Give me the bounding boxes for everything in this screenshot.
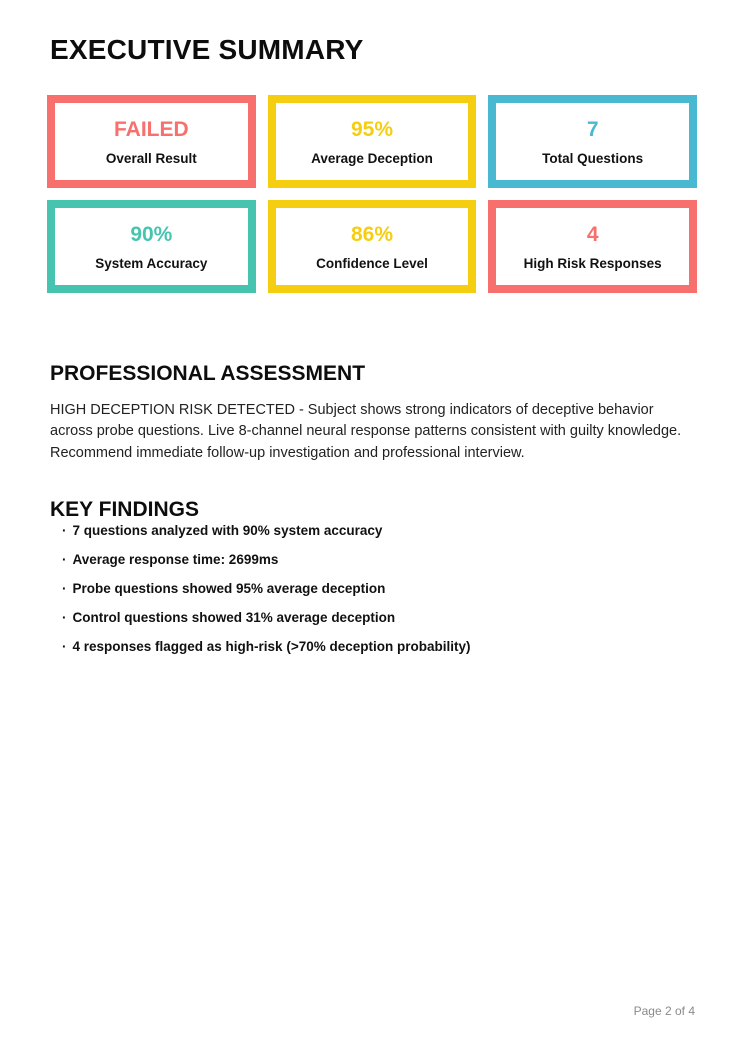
page-title: EXECUTIVE SUMMARY [50,33,364,65]
metric-value: 7 [586,117,599,141]
metric-value: 95% [350,117,393,141]
page-number: Page 2 of 4 [633,1004,695,1018]
metric-card-high-risk-responses [488,200,697,293]
key-findings-heading: KEY FINDINGS [50,498,199,522]
metric-label: Overall Result [105,150,197,166]
metric-card-average-deception [268,95,477,188]
metric-card-total-questions [488,95,697,188]
metric-label: System Accuracy [95,255,208,271]
key-finding-text: 4 responses flagged as high-risk (>70% deception probability) [72,639,471,654]
key-finding-item [62,638,682,655]
key-finding-item [62,580,682,597]
key-finding-item [62,522,682,539]
bullet-glyph: · [62,610,67,625]
bullet-glyph: · [62,581,67,596]
summary-cards-grid [47,95,697,293]
metric-value: 90% [130,222,173,246]
metric-card-confidence-level [268,200,477,293]
metric-label: Confidence Level [316,255,428,271]
key-finding-text: 7 questions analyzed with 90% system accuracy [72,523,383,538]
metric-value: 86% [350,222,393,246]
metric-label: Average Deception [311,150,433,166]
metric-card-system-accuracy [47,200,256,293]
professional-assessment-body: HIGH DECEPTION RISK DETECTED - Subject shows strong indicators of deceptive behavior across probe questions. Live 8-channel neural response patterns consistent with guilty knowledge. Recommend immediate follow-up investigation and professional interview. [50,401,682,461]
metric-label: High Risk Responses [523,255,662,271]
metric-value: 4 [586,222,599,246]
key-finding-item [62,609,682,626]
metric-card-overall-result [47,95,256,188]
bullet-glyph: · [62,523,67,538]
professional-assessment-heading: PROFESSIONAL ASSESSMENT [50,362,366,386]
key-findings-list [62,522,682,667]
bullet-glyph: · [62,639,67,654]
bullet-glyph: · [62,552,67,567]
metric-value: FAILED [113,117,189,141]
metric-label: Total Questions [542,150,644,166]
key-finding-text: Average response time: 2699ms [72,552,279,567]
key-finding-text: Probe questions showed 95% average deception [72,581,386,596]
key-finding-item [62,551,682,568]
key-finding-text: Control questions showed 31% average deception [72,610,396,625]
